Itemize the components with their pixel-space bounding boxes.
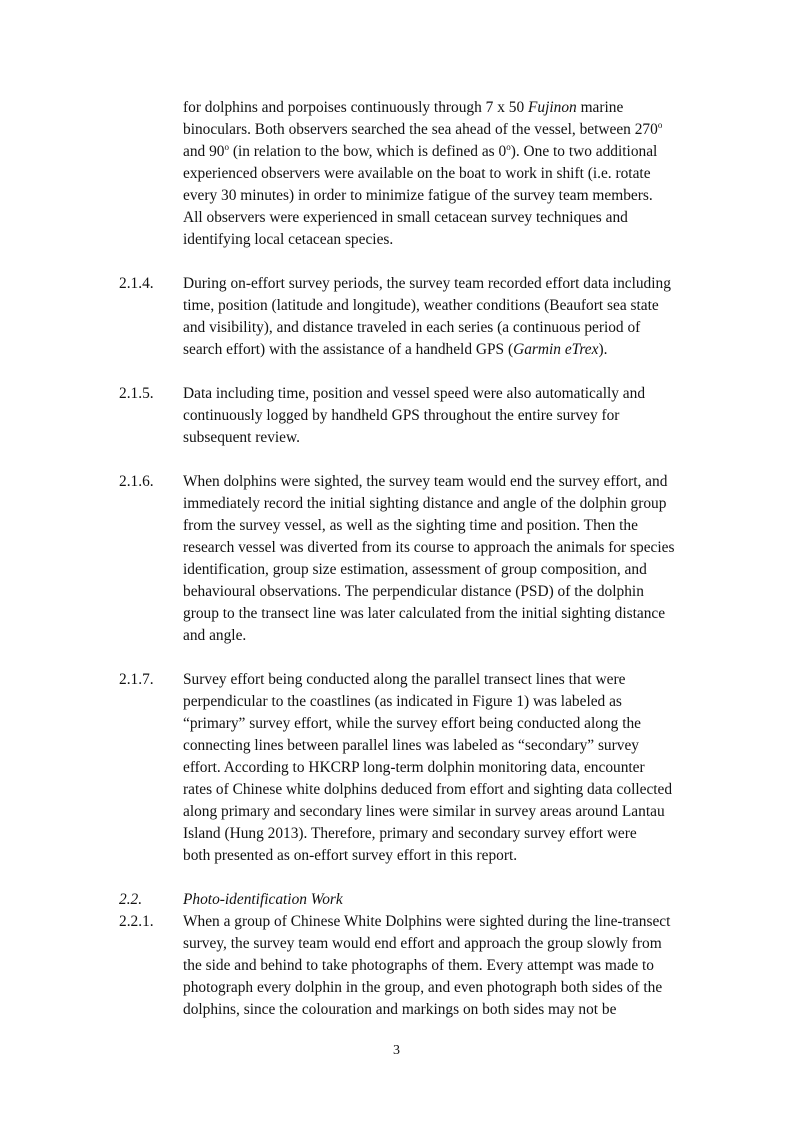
paragraph-number: 2.1.6. (119, 473, 154, 490)
paragraph-2-1-6 (119, 471, 719, 647)
text-line: from the survey vessel, as well as the sighting time and position. Then the (183, 517, 638, 534)
text-line: both presented as on-effort survey effort in this report. (183, 847, 518, 864)
text-line: When a group of Chinese White Dolphins were sighted during the line-transect (183, 913, 671, 930)
text-line: survey, the survey team would end effort and approach the group slowly from (183, 935, 662, 952)
text-line: and angle. (183, 627, 247, 644)
italic-term: Fujinon (527, 99, 577, 116)
section-number: 2.2. (119, 891, 143, 908)
degree-superscript: o (224, 142, 229, 152)
text-line: Survey effort being conducted along the parallel transect lines that were (183, 671, 626, 688)
text-line: every 30 minutes) in order to minimize fatigue of the survey team members. (183, 187, 653, 204)
text-line: perpendicular to the coastlines (as indicated in Figure 1) was labeled as (183, 693, 622, 710)
degree-superscript: o (657, 120, 663, 130)
paragraph-2-1-5 (119, 383, 719, 449)
page-number: 3 (393, 1043, 400, 1058)
paragraph-text (183, 383, 713, 449)
paragraph-text (183, 97, 713, 251)
paragraph-number: 2.1.4. (119, 275, 154, 292)
paragraph-number: 2.1.7. (119, 671, 154, 688)
text-line: identifying local cetacean species. (183, 231, 394, 248)
text-line: group to the transect line was later calculated from the initial sighting distance (183, 605, 666, 622)
paragraph-text (183, 273, 713, 361)
text-line: search effort) with the assistance of a handheld GPS (Garmin eTrex). (183, 341, 608, 358)
text-line: subsequent review. (183, 429, 300, 446)
text-line: “primary” survey effort, while the survey effort being conducted along the (183, 715, 641, 732)
text-line: rates of Chinese white dolphins deduced from effort and sighting data collected (183, 781, 673, 798)
text-line: and 90$^o$ (in relation to the bow, which is defined as 0$^o$). One to two additional (183, 142, 658, 160)
continuation-paragraph (119, 97, 719, 251)
paragraph-text (183, 669, 713, 867)
text-line: Data including time, position and vessel speed were also automatically and (183, 385, 646, 402)
paragraph-2-1-4 (119, 273, 719, 361)
section-title: Photo-identification Work (183, 891, 343, 908)
text-line: identification, group size estimation, assessment of group composition, and (183, 561, 647, 578)
paragraph-text (183, 911, 713, 1021)
paragraph-2-2-1 (119, 911, 719, 1021)
text-line: dolphins, since the colouration and markings on both sides may not be (183, 1001, 617, 1018)
text-line: experienced observers were available on the boat to work in shift (i.e. rotate (183, 165, 651, 182)
paragraph-2-1-7 (119, 669, 719, 867)
text-line: research vessel was diverted from its course to approach the animals for species (183, 539, 675, 556)
text-line: along primary and secondary lines were similar in survey areas around Lantau (183, 803, 665, 820)
section-heading (119, 889, 719, 911)
italic-term: Garmin eTrex (513, 341, 599, 358)
paragraph-number: 2.2.1. (119, 913, 154, 930)
text-line: All observers were experienced in small cetacean survey techniques and (183, 209, 628, 226)
text-line: for dolphins and porpoises continuously through 7 x 50 Fujinon marine (183, 99, 624, 116)
paragraph-number: 2.1.5. (119, 385, 154, 402)
text-line: time, position (latitude and longitude), weather conditions (Beaufort sea state (183, 297, 659, 314)
text-line: effort. According to HKCRP long-term dolphin monitoring data, encounter (183, 759, 645, 776)
text-line: When dolphins were sighted, the survey team would end the survey effort, and (183, 473, 668, 490)
text-line: connecting lines between parallel lines was labeled as “secondary” survey (183, 737, 639, 754)
text-line: photograph every dolphin in the group, and even photograph both sides of the (183, 979, 663, 996)
degree-superscript: o (506, 142, 511, 152)
text-line: binoculars. Both observers searched the sea ahead of the vessel, between 270$^o$ (183, 120, 663, 138)
text-line: behavioural observations. The perpendicular distance (PSD) of the dolphin (183, 583, 644, 600)
paragraph-text (183, 471, 713, 647)
text-line: Island (Hung 2013). Therefore, primary and secondary survey effort were (183, 825, 637, 842)
text-line: and visibility), and distance traveled in each series (a continuous period of (183, 319, 641, 336)
text-line: continuously logged by handheld GPS throughout the entire survey for (183, 407, 620, 424)
text-line: During on-effort survey periods, the survey team recorded effort data including (183, 275, 671, 292)
text-line: immediately record the initial sighting distance and angle of the dolphin group (183, 495, 667, 512)
text-line: the side and behind to take photographs of them. Every attempt was made to (183, 957, 654, 974)
